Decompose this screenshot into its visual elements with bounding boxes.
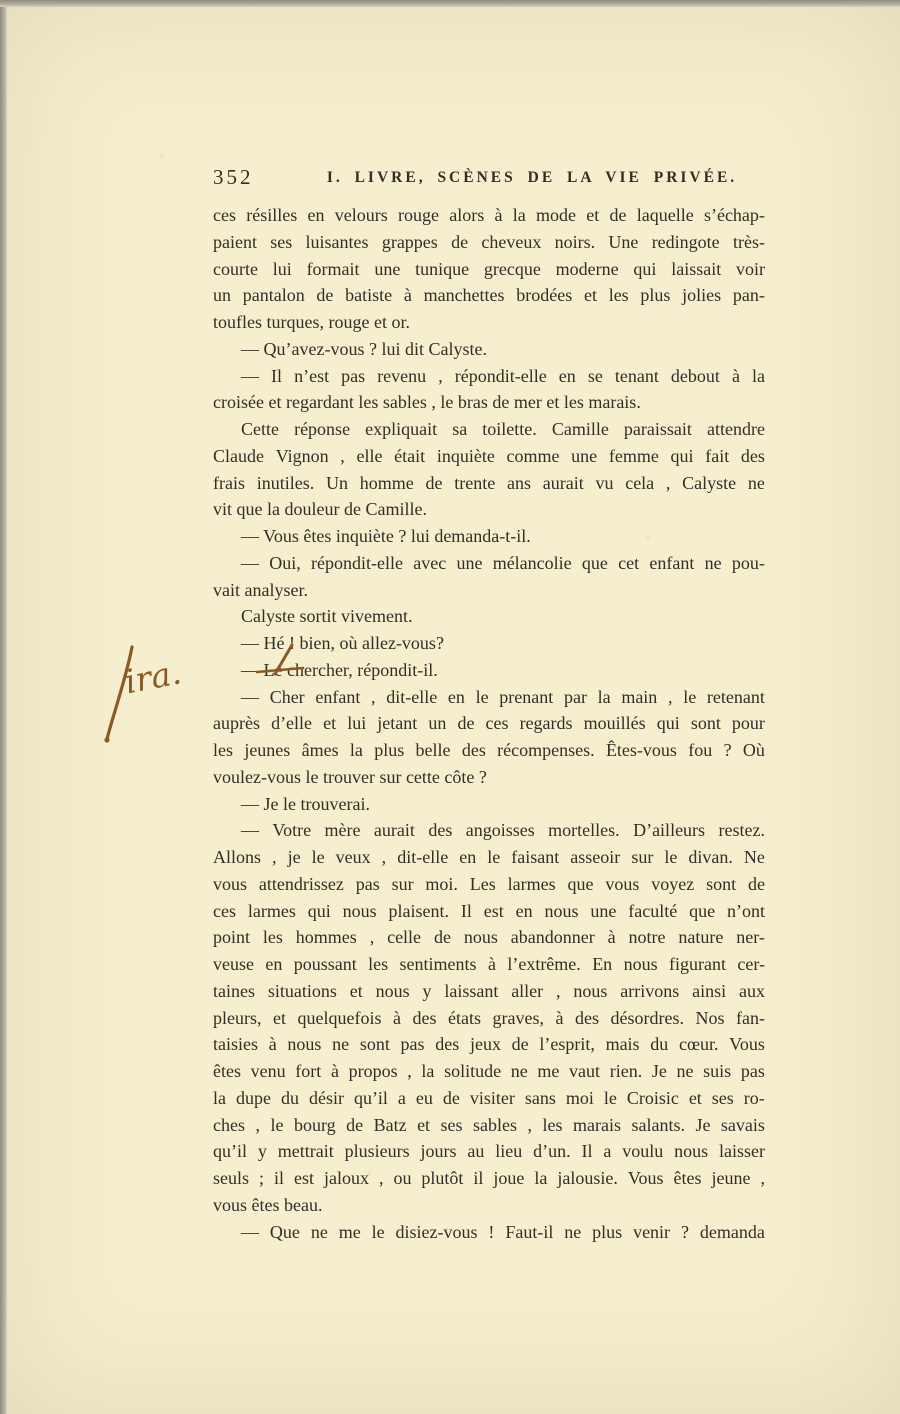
text-line: qu’il y mettrait plusieurs jours au lieu d’un. Il a voulu nous laisser <box>213 1141 765 1162</box>
handwritten-margin-note <box>85 633 220 758</box>
running-title: I. LIVRE, SCÈNES DE LA VIE PRIVÉE. <box>326 169 738 186</box>
text-line: Claude Vignon , elle était inquiète comme une femme qui fait des <box>213 445 765 466</box>
text-line: — Qu’avez-vous ? lui dit Calyste. <box>241 338 487 359</box>
text-line: vous êtes beau. <box>213 1194 323 1215</box>
text-line: vit que la douleur de Camille. <box>213 499 427 520</box>
text-line: frais inutiles. Un homme de trente ans aurait vu cela , Calyste ne <box>213 472 765 493</box>
text-line: ces résilles en velours rouge alors à la mode et de laquelle s’échap- <box>213 205 765 225</box>
text-line: ces larmes qui nous plaisent. Il est en nous une faculté que n’ont <box>213 900 765 921</box>
text-line: — Je le trouverai. <box>241 793 370 814</box>
text-line: — Votre mère aurait des angoisses mortelles. D’ailleurs restez. <box>241 820 765 841</box>
text-line: croisée et regardant les sables , le bras de mer et les marais. <box>213 392 641 413</box>
text-line: Allons , je le veux , dit-elle en le faisant asseoir sur le divan. Ne <box>213 847 765 867</box>
text-line: toufles turques, rouge et or. <box>213 312 410 332</box>
text-line: les jeunes âmes la plus belle des récompenses. Êtes-vous fou ? Où <box>213 740 765 760</box>
text-line: la dupe du désir qu’il a eu de visiter sans moi le Croisic et ses ro- <box>213 1087 765 1108</box>
text-line: — Le chercher, répondit-il. <box>241 659 438 680</box>
proofreader-mark-icon <box>248 642 328 680</box>
text-line: courte lui formait une tunique grecque moderne qui laissait voir <box>213 258 765 279</box>
text-line: — Que ne me le disiez-vous ! Faut-il ne plus venir ? demanda <box>241 1221 765 1242</box>
text-line: ches , le bourg de Batz et ses sables , les marais salants. Je savais <box>213 1114 765 1135</box>
text-line: auprès d’elle et lui jetant un de ces regards mouillés qui sont pour <box>213 713 765 734</box>
text-line: — Cher enfant , dit-elle en le prenant par la main , le retenant <box>241 686 765 707</box>
text-line: êtes venu fort à propos , la solitude ne me vaut rien. Je ne suis pas <box>213 1061 765 1081</box>
text-line: vous attendrissez pas sur moi. Les larmes que vous voyez sont de <box>213 873 765 894</box>
text-line: — Oui, répondit-elle avec une mélancolie que cet enfant ne pou- <box>241 552 765 573</box>
text-line: un pantalon de batiste à manchettes brodées et les plus jolies pan- <box>213 285 765 306</box>
text-line: — Il n’est pas revenu , répondit-elle en se tenant debout à la <box>241 365 765 386</box>
text-line: voulez-vous le trouver sur cette côte ? <box>213 766 487 787</box>
text-line: seuls ; il est jaloux , ou plutôt il joue la jalousie. Vous êtes jeune , <box>213 1168 765 1188</box>
text-line: — Vous êtes inquiète ? lui demanda-t-il. <box>241 526 531 546</box>
text-line: vait analyser. <box>213 579 308 600</box>
text-line: Cette réponse expliquait sa toilette. Camille paraissait attendre <box>241 419 765 439</box>
correction-underline <box>257 668 303 672</box>
margin-slash-inkblob <box>104 737 109 742</box>
page-header <box>213 163 765 191</box>
text-line: pleurs, et quelquefois à des états graves, à des désordres. Nos fan- <box>213 1007 765 1028</box>
text-line: paient ses luisantes grappes de cheveux noirs. Une redingote très- <box>213 231 765 252</box>
text-line: veuse en poussant les sentiments à l’extrême. En nous figurant cer- <box>213 954 765 974</box>
margin-note-text: ira. <box>121 652 185 702</box>
body-text <box>213 202 765 1245</box>
text-line: point les hommes , celle de nous abandonner à notre nature ner- <box>213 927 765 948</box>
page-number: 352 <box>213 165 254 189</box>
text-line: Calyste sortit vivement. <box>241 606 413 627</box>
text-line: taisies à nous ne sont pas des jeux de l’esprit, mais du cœur. Vous <box>213 1034 765 1055</box>
scan-edge-top <box>0 0 900 7</box>
text-line: — Hé ! bien, où allez-vous? <box>241 633 444 653</box>
scan-edge-left <box>0 0 7 1414</box>
text-line: taines situations et nous y laissant aller , nous arrivons ainsi aux <box>213 980 765 1001</box>
